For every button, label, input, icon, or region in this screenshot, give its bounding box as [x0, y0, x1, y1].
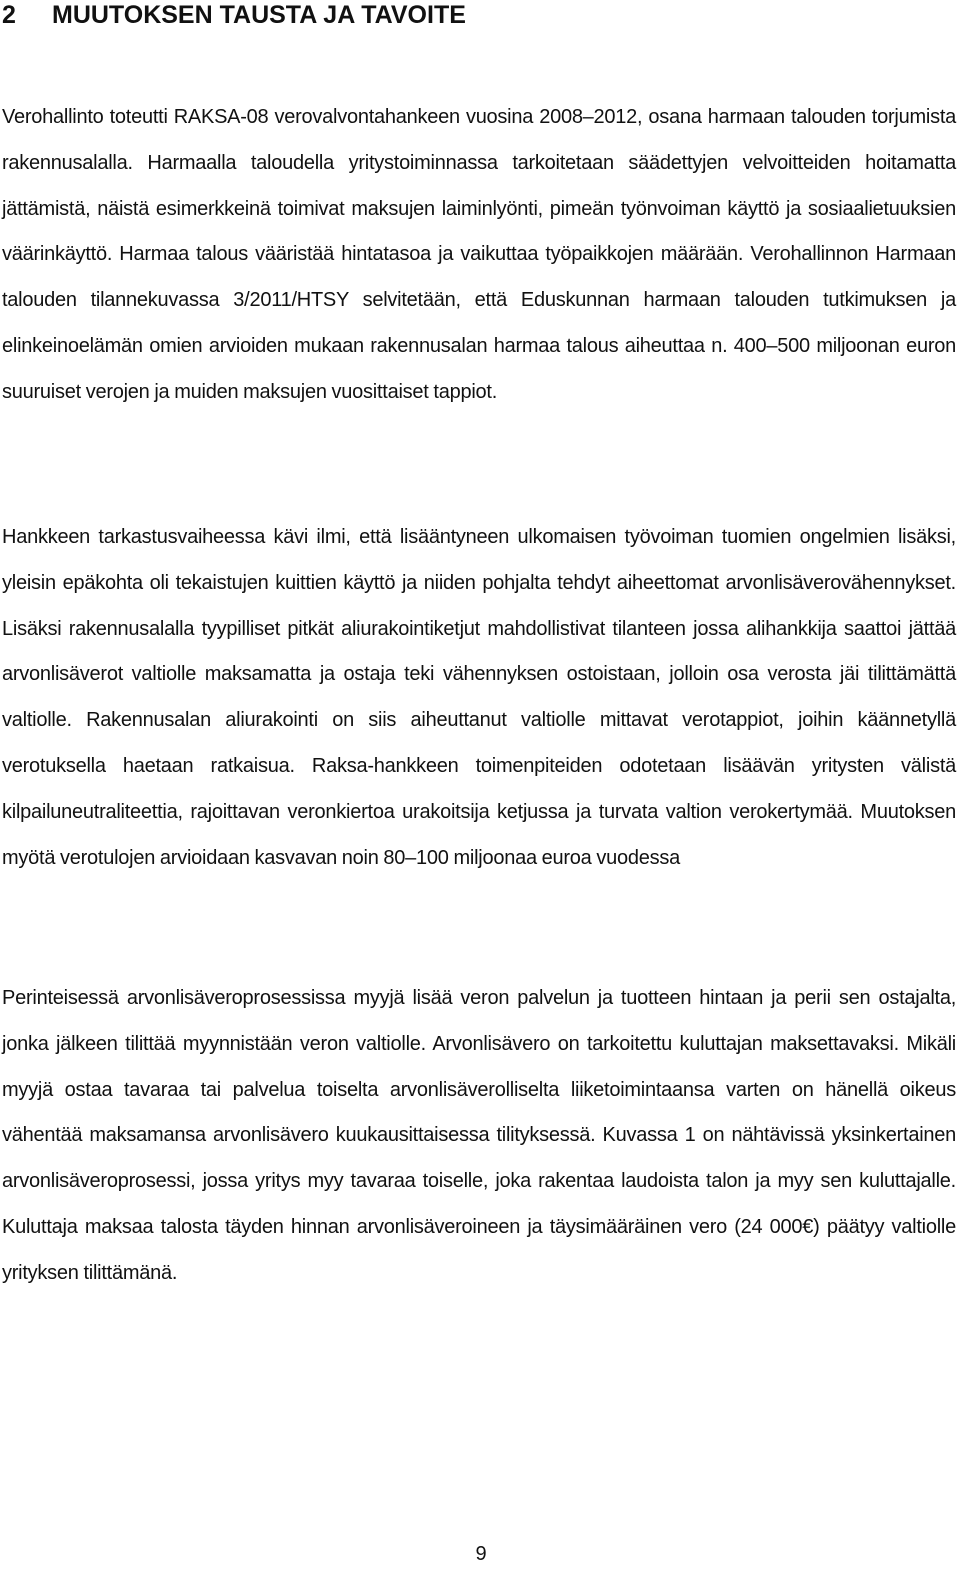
body-paragraph-2: Hankkeen tarkastusvaiheessa kävi ilmi, että lisääntyneen ulkomaisen työvoiman tuomien ongelmien lisäksi, yleisin epäkohta oli tekaistujen kuittien käyttö ja niiden pohjalta tehdyt aiheettomat arvonlisäverovähennykset. Lisäksi rakennusalalla tyypilliset pitkät aliurakointiketjut mahdollistivat tilanteen jossa alihankkija saattoi jättää arvonlisäverot valtiolle maksamatta ja ostaja teki vähennyksen ostoistaan, jolloin osa verosta jäi tilittämättä valtiolle. Rakennusalan aliurakointi on siis aiheuttanut valtiolle mittavat verotappiot, joihin käännetyllä verotuksella haetaan ratkaisua. Raksa-hankkeen toimenpiteiden odotetaan lisäävän yritysten välistä kilpailuneutraliteettia, rajoittavan veronkiertoa urakoitsija ketjussa ja turvata valtion verokertymää. Muutoksen myötä verotulojen arvioidaan kasvavan noin 80–100 miljoonaa euroa vuodessa [2, 526, 956, 869]
body-paragraph-3: Perinteisessä arvonlisäveroprosessissa myyjä lisää veron palvelun ja tuotteen hintaan ja perii sen ostajalta, jonka jälkeen tilittää myynnistään veron valtiolle. Arvonlisävero on tarkoitettu kuluttajan maksettavaksi. Mikäli myyjä ostaa tavaraa tai palvelua toiselta arvonlisäverolliselta liiketoimintaansa varten on hänellä oikeus vähentää maksamansa arvonlisävero kuukausittaisessa tilityksessä. Kuvassa 1 on nähtävissä yksinkertainen arvonlisäveroprosessi, jossa yritys myy tavaraa toiselle, joka rakentaa laudoista talon ja myy sen kuluttajalle. Kuluttaja maksaa talosta täyden hinnan arvonlisäveroineen ja täysimääräinen vero (24 000€) päätyy valtiolle yrityksen tilittämänä. [2, 987, 956, 1284]
section-number: 2 [2, 1, 16, 29]
section-heading [2, 0, 952, 30]
section-title: MUUTOKSEN TAUSTA JA TAVOITE [52, 1, 466, 29]
page-number [0, 1541, 960, 1567]
body-paragraph-1: Verohallinto toteutti RAKSA-08 verovalvontahankeen vuosina 2008–2012, osana harmaan talouden torjumista rakennusalalla. Harmaalla taloudella yritystoiminnassa tarkoitetaan säädettyjen velvoitteiden hoitamatta jättämistä, näistä esimerkkeinä toimivat maksujen laiminlyönti, pimeän työnvoiman käyttö ja sosiaalietuuksien väärinkäyttö. Harmaa talous vääristää hintatasoa ja vaikuttaa työpaikkojen määrään. Verohallinnon Harmaan talouden tilannekuvassa 3/2011/HTSY selvitetään, että Eduskunnan harmaan talouden tutkimuksen ja elinkeinoelämän omien arvioiden mukaan rakennusalan harmaa talous aiheuttaa n. 400–500 miljoonan euron suuruiset verojen ja muiden maksujen vuosittaiset tappiot. [2, 106, 956, 403]
page-number-text: 9 [475, 1543, 487, 1565]
